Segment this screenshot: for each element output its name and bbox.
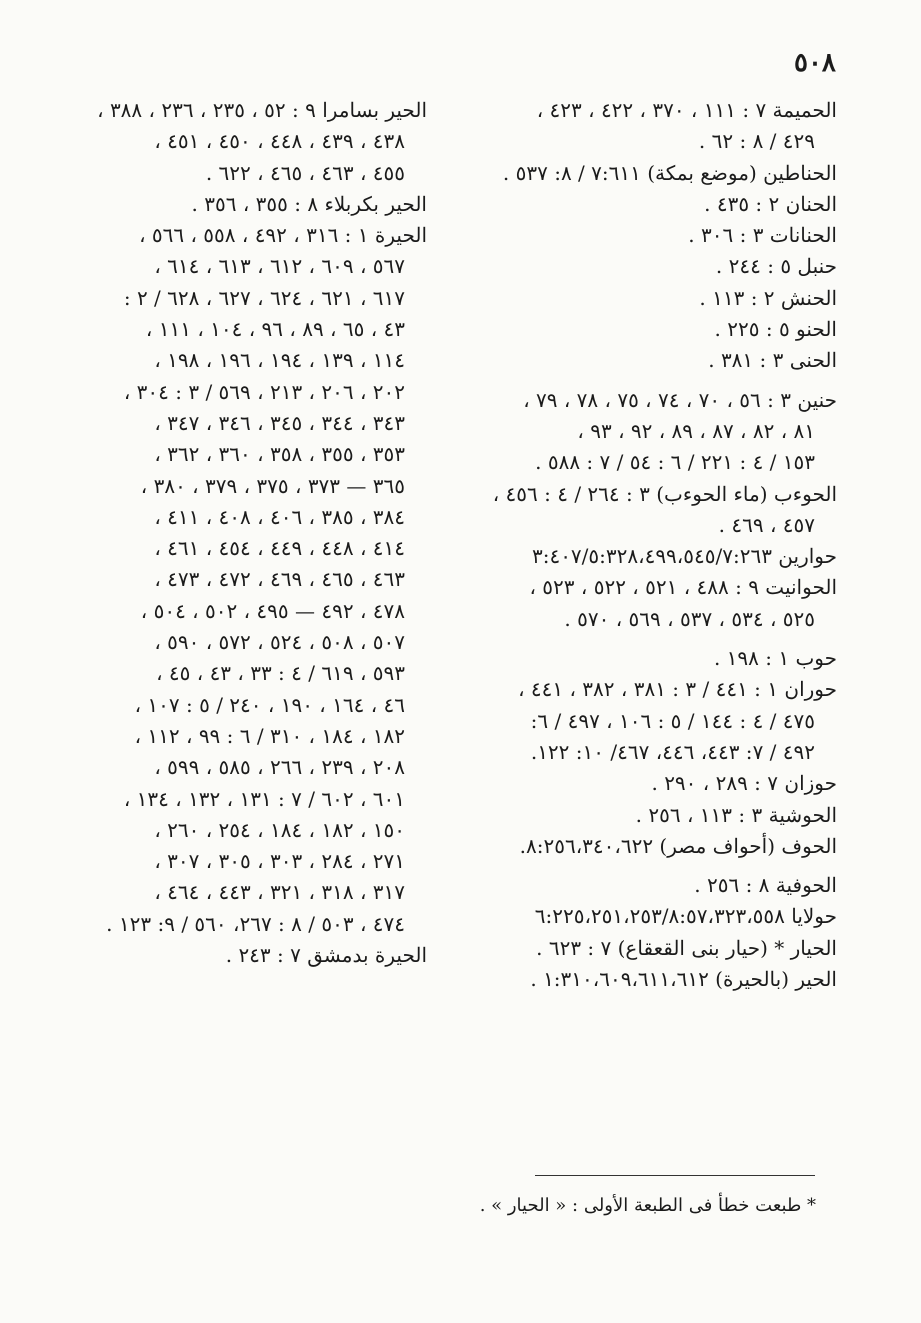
index-entry-continuation: ٢٠٨ ، ٢٣٩ ، ٢٦٦ ، ٥٨٥ ، ٥٩٩ ،: [154, 755, 405, 780]
index-entry: حوب ١ : ١٩٨ .: [713, 646, 837, 671]
index-entry-continuation: ٥٦٧ ، ٦٠٩ ، ٦١٢ ، ٦١٣ ، ٦١٤ ،: [154, 254, 405, 279]
index-entry-continuation: ٤٩٢ / ٧: ٤٤٣، ٤٤٦، ٤٦٧/ ١٠: ١٢٢.: [530, 739, 815, 764]
index-entry: الحوف (أحواف مصر) ٨:٢٥٦،٣٤٠،٦٢٢.: [519, 833, 837, 858]
page-number: ٥٠٨: [794, 48, 836, 78]
footnote-divider: [535, 1175, 815, 1176]
index-entry-continuation: ٣٦٥ — ٣٧٣ ، ٣٧٥ ، ٣٧٩ ، ٣٨٠ ،: [140, 473, 405, 498]
index-entry-continuation: ٤٧٨ ، ٤٩٢ — ٤٩٥ ، ٥٠٢ ، ٥٠٤ ،: [140, 598, 405, 623]
index-entry: حوزان ٧ : ٢٨٩ ، ٢٩٠ .: [651, 771, 837, 796]
index-entry: الحنو ٥ : ٢٢٥ .: [714, 317, 837, 342]
index-entry: الحنى ٣ : ٣٨١ .: [708, 348, 837, 373]
index-entry: الحير بكربلاء ٨ : ٣٥٥ ، ٣٥٦ .: [191, 191, 427, 216]
index-entry: الحوانيت ٩ : ٤٨٨ ، ٥٢١ ، ٥٢٢ ، ٥٢٣ ،: [529, 575, 837, 600]
index-entry-continuation: ١١٤ ، ١٣٩ ، ١٩٤ ، ١٩٦ ، ١٩٨ ،: [154, 348, 405, 373]
entry-spacer: [457, 377, 837, 385]
index-entry-continuation: ١٥٣ / ٤ : ٢٢١ / ٦ : ٥٤ / ٧ : ٥٨٨ .: [535, 450, 815, 475]
index-entry-continuation: ٥٢٥ ، ٥٣٤ ، ٥٣٧ ، ٥٦٩ ، ٥٧٠ .: [564, 606, 815, 631]
index-entry: الحوءب (ماء الحوءب) ٣ : ٢٦٤ / ٤ : ٤٥٦ ،: [492, 481, 837, 506]
index-entry-continuation: ٢٠٢ ، ٢٠٦ ، ٢١٣ ، ٥٦٩ / ٣ : ٣٠٤ ،: [123, 379, 405, 404]
index-entry: الحير بسامرا ٩ : ٥٢ ، ٢٣٥ ، ٢٣٦ ، ٣٨٨ ،: [97, 98, 427, 122]
entry-spacer: [457, 635, 837, 643]
index-entry: الحنش ٢ : ١١٣ .: [699, 285, 837, 310]
index-entry-continuation: ٤٥٥ ، ٤٦٣ ، ٤٦٥ ، ٦٢٢ .: [205, 160, 405, 185]
index-entry-continuation: ٣٥٣ ، ٣٥٥ ، ٣٥٨ ، ٣٦٠ ، ٣٦٢ ،: [154, 442, 405, 467]
index-entry: حوارين ٣:٤٠٧/٥:٣٢٨،٤٩٩،٥٤٥/٧:٢٦٣: [531, 544, 837, 569]
index-entry: الحميمة ٧ : ١١١ ، ٣٧٠ ، ٤٢٢ ، ٤٢٣ ،: [536, 98, 837, 122]
index-entry: الحوفية ٨ : ٢٥٦ .: [694, 873, 837, 898]
footnote: * طبعت خطأ فى الطبعة الأولى : « الحيار » .: [479, 1195, 816, 1216]
index-entry: حنين ٣ : ٥٦ ، ٧٠ ، ٧٤ ، ٧٥ ، ٧٨ ، ٧٩ ،: [523, 387, 837, 412]
index-entry-continuation: ٤٢٩ / ٨ : ٦٢ .: [698, 129, 815, 154]
index-entry-continuation: ٣١٧ ، ٣١٨ ، ٣٢١ ، ٤٤٣ ، ٤٦٤ ،: [154, 880, 405, 905]
index-entry-continuation: ٢٧١ ، ٢٨٤ ، ٣٠٣ ، ٣٠٥ ، ٣٠٧ ،: [154, 849, 405, 874]
index-entry-continuation: ٤٧٥ / ٤ : ١٤٤ / ٥ : ١٠٦ ، ٤٩٧ / ٦:: [530, 708, 815, 733]
index-entry-continuation: ٤١٤ ، ٤٤٨ ، ٤٤٩ ، ٤٥٤ ، ٤٦١ ،: [154, 536, 405, 561]
index-entry: الحيرة ١ : ٣١٦ ، ٤٩٢ ، ٥٥٨ ، ٥٦٦ ،: [139, 223, 427, 248]
index-entry-continuation: ٣٨٤ ، ٣٨٥ ، ٤٠٦ ، ٤٠٨ ، ٤١١ ،: [154, 504, 405, 529]
index-entry: الحنانات ٣ : ٣٠٦ .: [688, 223, 837, 248]
index-entry: حولايا ٦:٢٢٥،٢٥١،٢٥٣/٨:٥٧،٣٢٣،٥٥٨: [534, 904, 837, 929]
index-entry: الحوشية ٣ : ١١٣ ، ٢٥٦ .: [635, 802, 837, 827]
index-entry-continuation: ٤٦ ، ١٦٤ ، ١٩٠ ، ٢٤٠ / ٥ : ١٠٧ ،: [134, 692, 405, 717]
index-entry-continuation: ٥٩٣ ، ٦١٩ / ٤ : ٣٣ ، ٤٣ ، ٤٥ ،: [156, 661, 405, 686]
index-entry-continuation: ٤٥٧ ، ٤٦٩ .: [718, 512, 815, 537]
index-entry: الحيرة بدمشق ٧ : ٢٤٣ .: [225, 943, 427, 968]
index-entry-continuation: ٤٦٣ ، ٤٦٥ ، ٤٦٩ ، ٤٧٢ ، ٤٧٣ ،: [154, 567, 405, 592]
index-entry-continuation: ٤٣ ، ٦٥ ، ٨٩ ، ٩٦ ، ١٠٤ ، ١١١ ،: [145, 317, 405, 342]
index-entry-continuation: ٦٠١ ، ٦٠٢ / ٧ : ١٣١ ، ١٣٢ ، ١٣٤ ،: [123, 786, 405, 811]
index-entry-continuation: ٤٧٤ ، ٥٠٣ / ٨ : ٢٦٧، ٥٦٠ / ٩: ١٢٣ .: [106, 911, 405, 936]
index-entry-continuation: ١٥٠ ، ١٨٢ ، ١٨٤ ، ٢٥٤ ، ٢٦٠ ،: [154, 817, 405, 842]
index-entry: الحناطين (موضع بمكة) ٧:٦١١ / ٨: ٥٣٧ .: [502, 160, 837, 185]
index-entry-continuation: ٣٤٣ ، ٣٤٤ ، ٣٤٥ ، ٣٤٦ ، ٣٤٧ ،: [154, 410, 405, 435]
entry-spacer: [457, 862, 837, 870]
index-column-right: [457, 95, 837, 995]
index-entry-continuation: ٥٠٧ ، ٥٠٨ ، ٥٢٤ ، ٥٧٢ ، ٥٩٠ ،: [154, 630, 405, 655]
index-entry: حوران ١ : ٤٤١ / ٣ : ٣٨١ ، ٣٨٢ ، ٤٤١ ،: [518, 677, 837, 702]
index-entry: الحير (بالحيرة) ١:٣١٠،٦٠٩،٦١١،٦١٢ .: [530, 967, 837, 992]
index-entry: الحنان ٢ : ٤٣٥ .: [704, 191, 837, 216]
index-entry-continuation: ٤٣٨ ، ٤٣٩ ، ٤٤٨ ، ٤٥٠ ، ٤٥١ ،: [154, 129, 405, 154]
index-entry: الحيار * (حيار بنى القعقاع) ٧ : ٦٢٣ .: [536, 935, 837, 960]
index-entry: حنبل ٥ : ٢٤٤ .: [715, 254, 837, 279]
index-entry-continuation: ٦١٧ ، ٦٢١ ، ٦٢٤ ، ٦٢٧ ، ٦٢٨ / ٢ :: [123, 285, 405, 310]
index-entry-continuation: ١٨٢ ، ١٨٤ ، ٣١٠ / ٦ : ٩٩ ، ١١٢ ،: [134, 723, 405, 748]
index-entry-continuation: ٨١ ، ٨٢ ، ٨٧ ، ٨٩ ، ٩٢ ، ٩٣ ،: [577, 418, 815, 443]
index-column-left: [47, 95, 427, 971]
